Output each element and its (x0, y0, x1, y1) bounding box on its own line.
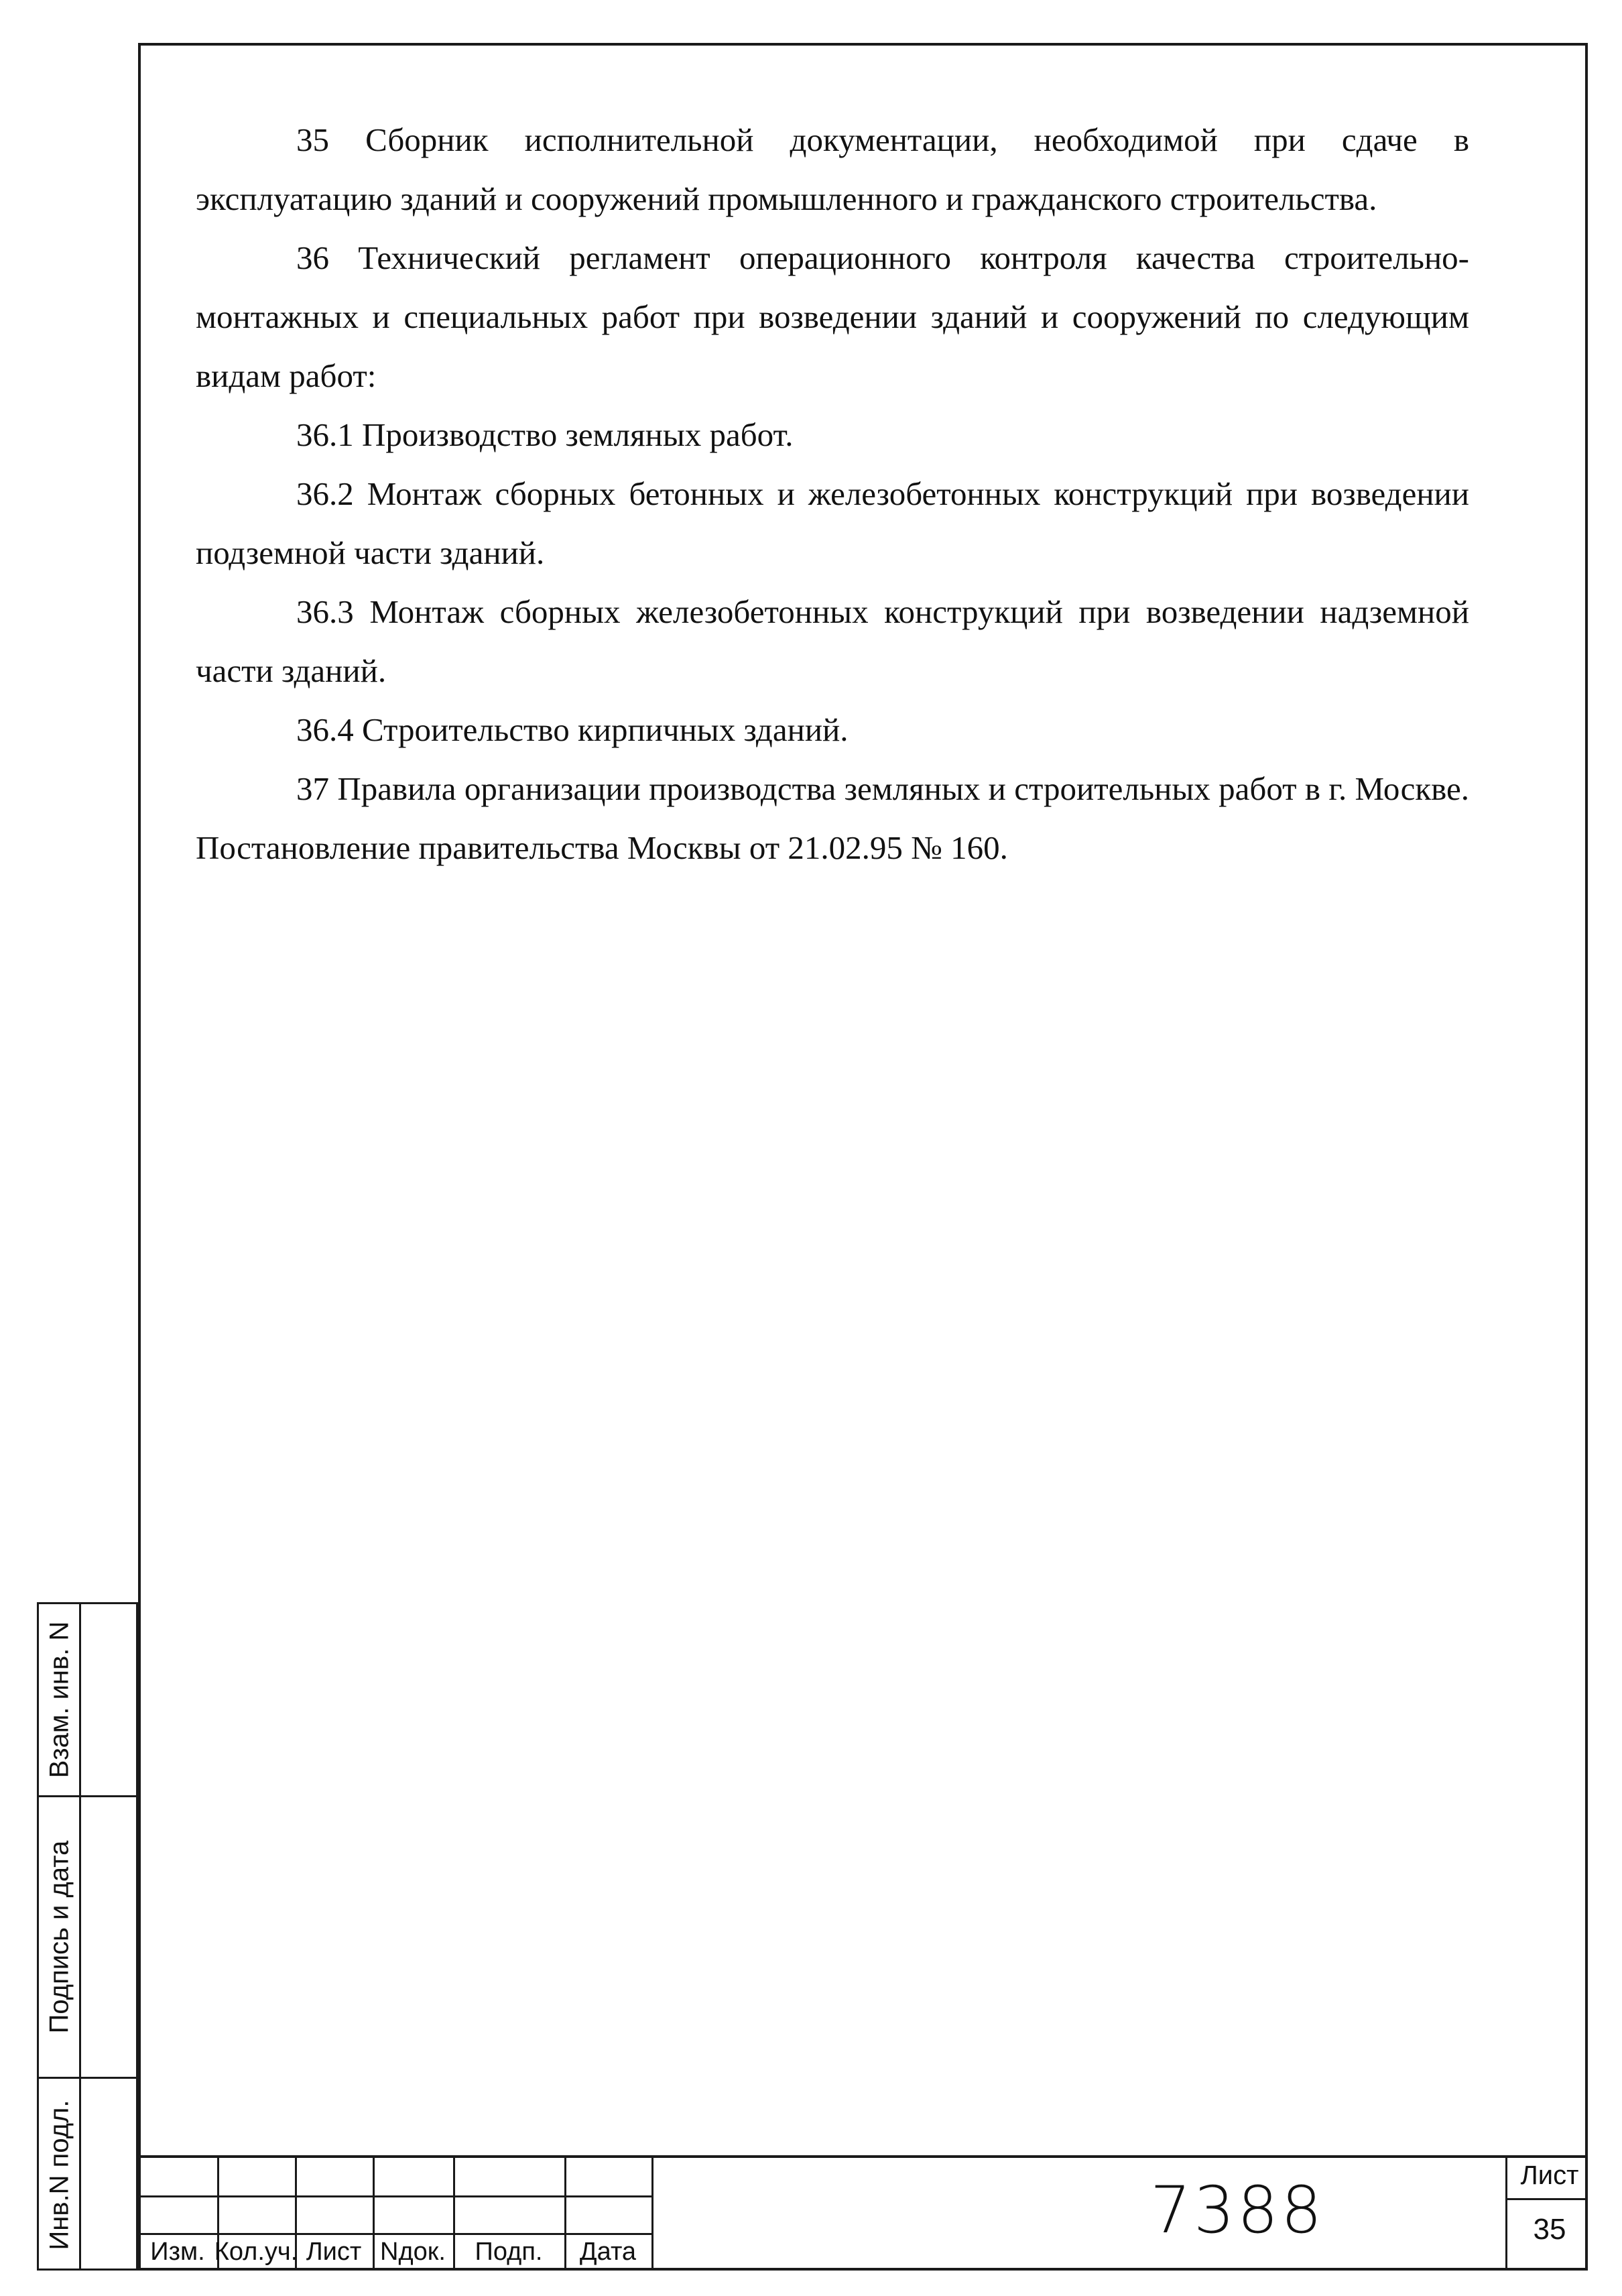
title-block-col-line (1505, 2158, 1507, 2271)
sheet-number: 35 (1533, 2213, 1566, 2246)
side-stamp-vzam-label: Взам. инв. N (44, 1621, 74, 1778)
document-code: 7388 (1149, 2173, 1325, 2248)
side-stamp-divider (79, 1604, 81, 2269)
header-ndok: Nдок. (380, 2237, 446, 2266)
side-stamp-podpis-label: Подпись и дата (44, 1840, 74, 2034)
paragraph-36: 36 Технический регламент операционного контроля качества строительно-монтажных и специальных работ при возведении зданий и сооружений по следующим видам работ: (196, 239, 1469, 394)
paragraph-36-2: 36.2 Монтаж сборных бетонных и железобетонных конструкций при возведении подземной части зданий. (196, 475, 1469, 571)
paragraph-36-3: 36.3 Монтаж сборных железобетонных конструкций при возведении надземной части зданий. (196, 593, 1469, 689)
document-body (196, 111, 1469, 878)
title-block-row-line (1505, 2198, 1588, 2200)
paragraph-37: 37 Правила организации производства земляных и строительных работ в г. Москве. Постановление правительства Москвы от 21.02.95 № 160. (196, 770, 1469, 866)
header-kol-uch: Кол.уч. (214, 2237, 298, 2266)
title-block (138, 2155, 1588, 2271)
title-block-row-line (138, 2195, 651, 2197)
header-data: Дата (579, 2237, 637, 2266)
header-izm: Изм. (150, 2237, 205, 2266)
side-stamp (37, 1602, 138, 2271)
paragraph-36-4: 36.4 Строительство кирпичных зданий. (296, 711, 849, 748)
title-block-col-line (651, 2158, 653, 2271)
header-podp: Подп. (475, 2237, 543, 2266)
side-stamp-inv-label: Инв.N подл. (44, 2099, 74, 2250)
paragraph-36-1: 36.1 Производство земляных работ. (296, 416, 794, 453)
side-stamp-inv (41, 2079, 78, 2271)
side-stamp-vzam (41, 1604, 78, 1795)
sheet-label: Лист (1520, 2161, 1579, 2190)
side-stamp-podpis (41, 1797, 78, 2077)
paragraph-35: 35 Сборник исполнительной документации, необходимой при сдаче в эксплуатацию зданий и сооружений промышленного и гражданского строительства. (196, 121, 1469, 217)
header-list: Лист (306, 2237, 362, 2266)
